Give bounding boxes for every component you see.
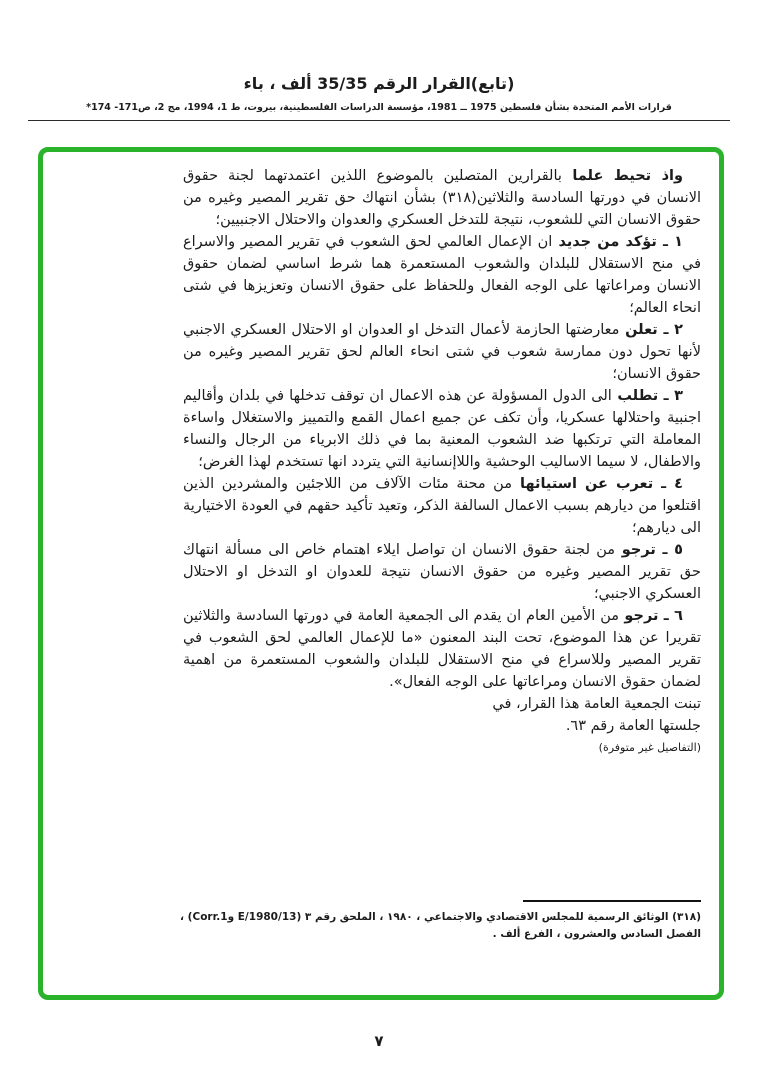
paragraph-1-lead: ١ ـ تؤكد من جديد xyxy=(552,234,683,250)
paragraph-5-rest: من لجنة حقوق الانسان ان تواصل ايلاء اهتمام خاص الى مسألة انتهاك حق تقرير المصير وغيره من حقوق الانسان نتيجة للعدوان او التدخل او الاحتلال العسكري الاجنبي؛ xyxy=(183,542,701,602)
page-footer xyxy=(0,1031,758,1050)
paragraph-3-rest: الى الدول المسؤولة عن هذه الاعمال ان توقف تدخلها في بلدان وأقاليم اجنبية واحتلالها عسكريا، وأن تكف عن جميع اعمال القمع والتمييز والاستغلال واساءة المعاملة التي ترتكبها ضد الشعوب المعنية بما في ذلك الابرياء من الرجال والنساء والاطفال، لا سيما الاساليب الوحشية واللاإنسانية التي يتردد انها تستخدم لهذا الغرض؛ xyxy=(183,388,701,470)
paragraph-1-rest: ان الإعمال العالمي لحق الشعوب في تقرير المصير والاسراع في منح الاستقلال للبلدان والشعوب المستعمرة هما شرط اساسي لضمان حقوق الانسان ومراعاتها على الوجه الفعال وللحفاظ على حقوق الانسان وتعزيزها في شتى انحاء العالم؛ xyxy=(183,234,701,316)
intro-lead: واذ تحيط علما xyxy=(561,168,683,184)
adoption-note-line-1: تبنت الجمعية العامة هذا القرار، في xyxy=(492,696,701,712)
header-rule xyxy=(28,120,730,121)
document-header xyxy=(0,74,758,121)
operative-paragraph-3 xyxy=(183,385,701,473)
footnote-line-2: الفصل السادس والعشرون ، الفرع ألف . xyxy=(492,928,701,940)
adoption-note-line-2: جلستها العامة رقم ٦٣. xyxy=(565,718,701,734)
page-number: ٧ xyxy=(374,1032,384,1050)
footnote-text xyxy=(71,909,701,943)
green-frame xyxy=(38,147,724,1000)
source-citation: قرارات الأمم المتحدة بشأن فلسطين 1975 ــ 1981، مؤسسة الدراسات الفلسطينية، بيروت، ط 1، 1994، مج 2، ص171- 174* xyxy=(86,102,672,113)
details-note: (التفاصيل غير متوفرة) xyxy=(598,741,701,754)
operative-paragraph-4 xyxy=(183,473,701,539)
paragraph-2-rest: معارضتها الحازمة لأعمال التدخل او العدوان او الاحتلال العسكري الاجنبي لأنها تحول دون ممارسة شعوب في شتى انحاء العالم لحق تقرير المصير وغيره من حقوق الانسان؛ xyxy=(183,322,701,382)
footnote-line-1: (٣١٨) الوثائق الرسمية للمجلس الاقتصادي والاجتماعي ، ١٩٨٠ ، الملحق رقم ٣ (E/1980/13 وCorr.1) ، xyxy=(180,911,701,923)
footnote-rule xyxy=(523,900,701,902)
intro-rest: بالقرارين المتصلين بالموضوع اللذين اعتمدتهما لجنة حقوق الانسان في دورتها السادسة والثلاثين(٣١٨) بشأن انتهاك حق تقرير المصير وغيره من حقوق الانسان التي للشعوب، نتيجة للتدخل العسكري والعدوان والاحتلال الاجنبيين؛ xyxy=(183,168,701,228)
resolution-title: (تابع)القرار الرقم 35/35 ألف ، باء xyxy=(243,74,515,93)
resolution-text xyxy=(183,165,701,759)
operative-paragraph-6 xyxy=(183,605,701,693)
paragraph-3-lead: ٣ ـ تطلب xyxy=(611,388,683,404)
paragraph-4-lead: ٤ ـ تعرب عن استيائها xyxy=(511,476,683,492)
intro-paragraph xyxy=(183,165,701,231)
paragraph-4-rest: من محنة مئات الآلاف من اللاجئين والمشردين الذين اقتلعوا من ديارهم بسبب الاعمال السالفة الذكر، وتعيد تأكيد حقهم في العودة الاختيارية الى ديارهم؛ xyxy=(183,476,701,536)
operative-paragraph-2 xyxy=(183,319,701,385)
paragraph-6-lead: ٦ ـ ترجو xyxy=(619,608,683,624)
paragraph-6-rest: من الأمين العام ان يقدم الى الجمعية العامة في دورتها السادسة والثلاثين تقريرا عن هذا الموضوع، تحت البند المعنون «ما للإعمال العالمي لحق الشعوب في تقرير المصير وللاسراع في منح الاستقلال للبلدان والشعوب المستعمرة من اهمية لضمان حقوق الانسان ومراعاتها على الوجه الفعال». xyxy=(183,608,701,690)
operative-paragraph-5 xyxy=(183,539,701,605)
operative-paragraph-1 xyxy=(183,231,701,319)
footnote xyxy=(71,896,701,943)
paragraph-5-lead: ٥ ـ ترجو xyxy=(615,542,683,558)
paragraph-2-lead: ٢ ـ تعلن xyxy=(619,322,683,338)
